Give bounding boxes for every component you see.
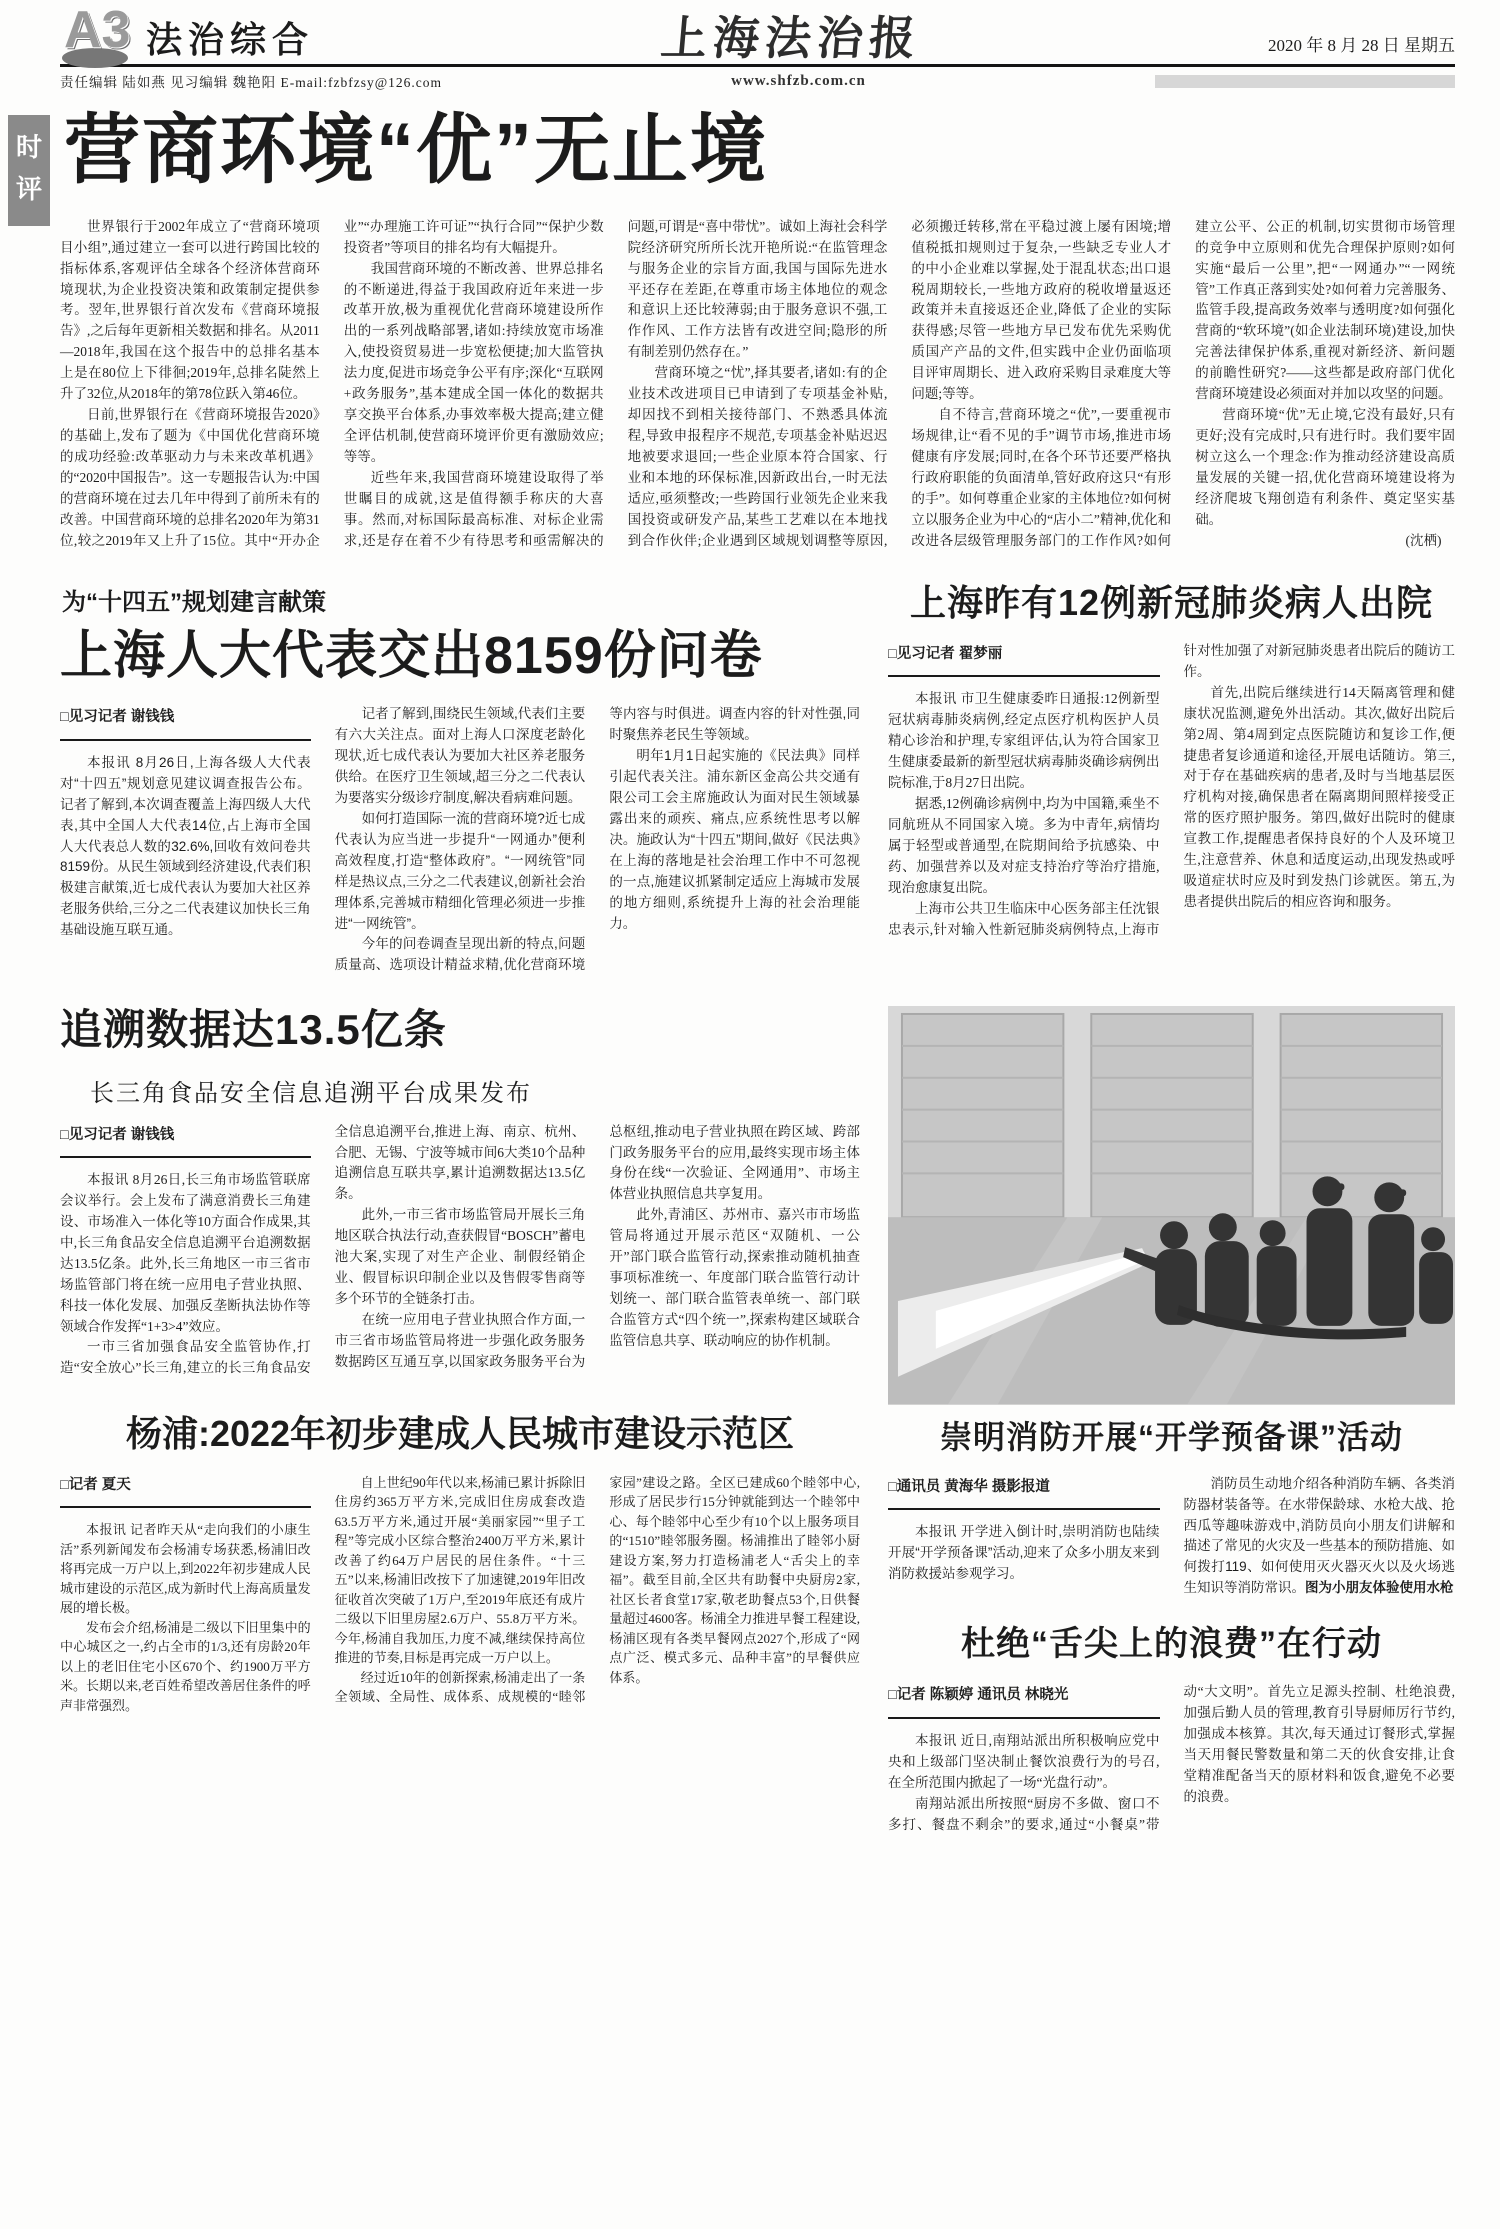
editorial-body	[60, 217, 1455, 552]
editors-line: 责任编辑 陆如燕 见习编辑 魏艳阳 E-mail:fzbfzsy@126.com	[60, 75, 443, 90]
covid-paragraph: 本报讯 市卫生健康委昨日通报:12例新型冠状病毒肺炎病例,经定点医疗机构医护人员精心诊治和护理,专家组评估,认为符合国家卫生健康委最新的新型冠状病毒肺炎确诊病例出院标准,于8月27日出院。	[888, 691, 1160, 791]
yangpu-body	[60, 1473, 860, 1716]
fire-caption-highlight: 图为小朋友体验使用水枪	[1305, 1580, 1454, 1596]
waste-headline: 杜绝“舌尖上的浪费”在行动	[961, 1625, 1382, 1664]
yangpu-paragraph: 经过近10年的创新探索,杨浦走出了一条全领域、全局性、成体系、成规模的“睦邻家园”建设之路。全区已建成60个睦邻中心,形成了居民步行15分钟就能到达一个睦邻中心、每个睦邻中心至少有10个以上服务项目的“1510”睦邻服务圈。杨浦推出了睦邻小厨建设方案,努力打造杨浦老人“舌尖上的幸福”。截至目前,全区共有助餐中央厨房2家,社区长者食堂17家,敬老助餐点53个,日供餐量超过4600客。杨浦全力推进早餐工程建设,杨浦区现有各类早餐网点2027个,形成了“网点广泛、模式多元、品种丰富”的早餐供应体系。	[334, 1474, 860, 1705]
survey-paragraph: 本报讯 8月26日,上海各级人大代表对“十四五”规划意见建议调查报告公布。记者了解到,本次调查覆盖上海四级人大代表,其中全国人大代表14位,占上海市全国人大代表总人数的32.6%,回收有效问卷共8159份。从民生领域到经济建设,代表们积极建言献策,近七成代表认为要加大社区养老服务供给,三分之二代表建议加快长三角基础设施互联互通。	[60, 754, 311, 938]
page-number: A3	[64, 1, 131, 59]
editorial-paragraph: 营商环境“优”无止境,它没有最好,只有更好;没有完成时,只有进行时。我们要牢固树立这么一个理念:作为推动经济建设高质量发展的关键一招,优化营商环境建设将为经济爬坡飞翔创造有利条件、奠定坚实基础。	[1195, 407, 1455, 527]
yangpu-paragraph: 自上世纪90年代以来,杨浦已累计拆除旧住房约365万平方米,完成旧住房成套改造63.5万平方米,通过开展“美丽家园”“里子工程”等完成小区综合整治2400万平方米,累计改善了约64万户居民的居住条件。“十三五”以来,杨浦旧改按下了加速键,2019年旧改征收首次突破了1万户,至2019年底还有成片二级以下旧里房屋2.6万户、55.8万平方米。今年,杨浦自我加压,力度不减,继续保持高位推进的节奏,目标是再完成一万户以上。	[334, 1474, 586, 1666]
header-subrow	[60, 69, 1455, 93]
editorial-article	[15, 108, 1455, 552]
fire-caption-text: 消防员生动地介绍各种消防车辆、各类消防器材装备等。在水带保龄球、水枪大战、抢西瓜等趣味游戏中,消防员向小朋友们讲解和描述了常见的火灾及一些基本的预防措施、如何拨打119、如何使用灭火器灭火以及火场逃生知识等消防常识。	[1183, 1475, 1455, 1596]
survey-byline: □见习记者 谢钱钱	[60, 704, 311, 740]
news-photo	[888, 1006, 1455, 1405]
covid-body	[888, 641, 1455, 941]
news-photo-graphic	[888, 1006, 1455, 1405]
fire-body	[888, 1474, 1455, 1600]
middle-row	[60, 582, 1455, 977]
bottom-row	[60, 1006, 1455, 1835]
covid-paragraph: 首先,出院后继续进行14天隔离管理和健康状况监测,避免外出活动。其次,做好出院后第2周、第4周到定点医院随访和复诊工作,便捷患者复诊通道和途径,开展电话随访。第三,对于存在基础疾病的患者,及时与当地基层医疗机构对接,确保患者在隔离期间照样接受正常的医疗照护服务。第四,做好出院时的健康宣教工作,提醒患者保持良好的个人及环境卫生,注意营养、休息和适度运动,出现发热或呼吸道症状时应及时到发热门诊就医。第五,为患者提供出院后的相应咨询和服务。	[1183, 684, 1455, 909]
issue-date: 2020 年 8 月 28 日 星期五	[1268, 36, 1455, 55]
commentary-label: 时评	[8, 115, 50, 226]
yangpu-headline: 杨浦:2022年初步建成人民城市建设示范区	[125, 1413, 795, 1455]
survey-body	[60, 704, 860, 976]
waste-article	[888, 1625, 1455, 1835]
trace-paragraph: 此外,一市三省市场监管局开展长三角地区联合执法行动,查获假冒“BOSCH”蓄电池大案,实现了对生产企业、制假经销企业、假冒标识印制企业以及售假零售商等多个环节的全链条打击。	[334, 1207, 586, 1306]
waste-byline: □记者 陈颖婷 通讯员 林晓光	[888, 1682, 1160, 1718]
fire-article	[888, 1419, 1455, 1599]
covid-headline: 上海昨有12例新冠肺炎病人出院	[909, 581, 1434, 623]
yangpu-paragraph: 发布会介绍,杨浦是二级以下旧里集中的中心城区之一,约占全市的1/3,还有房龄20年以上的老旧住宅小区670个、约1900万平方米。长期以来,老百姓希望改善居住条件的呼声非常强烈。	[60, 1619, 311, 1713]
trace-paragraph: 一市三省加强食品安全监管协作,打造“安全放心”长三角,建立的长三角食品安全信息追溯平台,推进上海、南京、杭州、合肥、无锡、宁波等城市间6大类10个品种追溯信息互联共享,累计追溯数据达13.5亿条。	[60, 1123, 586, 1376]
page-badge	[60, 1, 146, 62]
editorial-paragraph: 我国营商环境的不断改善、世界总排名的不断递进,得益于我国政府近年来进一步改革开放,极为重视优化营商环境建设所作出的一系列战略部署,诸如:持续放宽市场准入,使投资贸易进一步宽松便捷;加大监管执法力度,促进市场竞争公平有序;深化“互联网+政务服务”,基本建成全国一体化的数据共享交换平台体系,办事效率极大提高;建立健全评估机制,使营商环境评价更有激励效应;等等。	[343, 260, 604, 464]
header-gray-bar	[1155, 75, 1455, 88]
trace-headline: 追溯数据达13.5亿条	[60, 1006, 447, 1054]
survey-article	[60, 582, 860, 977]
bottom-right-column	[888, 1006, 1455, 1835]
editorial-paragraph: 近些年来,我国营商环境建设取得了举世瞩目的成就,这是值得额手称庆的大喜事。然而,对标国际最高标准、对标企业需求,还是存在着不少有待思考和亟需解决的问题,可谓是“喜中带忧”。诚如上海社会科学院经济研究所所长沈开艳所说:“在监管理念与服务企业的宗旨方面,我国与国际先进水平还存在差距,在尊重市场主体地位的观念和意识上还比较薄弱;由于服务意识不强,工作作风、工作方法皆有改进空间;隐形的所有制差别仍然存在。”	[343, 218, 888, 548]
editorial-paragraph: 营商环境之“忧”,择其要者,诸如:有的企业技术改进项目已申请到了专项基金补贴,却因找不到相关接待部门、不熟悉具体流程,导致申报程序不规范,专项基金补贴迟迟地被要求退回;一些企业原本符合国家、行业和本地的环保标准,因新政出台,一时无法适应,亟须整改;一些跨国行业领先企业来我国投资或研发产品,某些工艺难以在本地找到合作伙伴;企业遇到区域规划调整等原因,必须搬迁转移,常在平稳过渡上屡有困境;增值税抵扣规则过于复杂,一些缺乏专业人才的中小企业难以掌握,处于混乱状态;出口退税周期较长,一些地方政府的税收增量返还政策并未直接返还企业,降低了企业的实际获得感;尽管一些地方早已发布优先采购优质国产产品的文件,但实践中企业仍面临项目评审周期长、进入政府采购目录难度大等问题;等等。	[627, 218, 1172, 548]
fire-byline: □通讯员 黄海华 摄影报道	[888, 1474, 1160, 1510]
editorial-paragraph: 世界银行于2002年成立了“营商环境项目小组”,通过建立一套可以进行跨国比较的指标体系,客观评估全球各个经济体营商环境现状,为企业投资决策和政策制定提供参考。翌年,世界银行首次发布《营商环境报告》,之后每年更新相关数据和排名。从2011—2018年,我国在这个报告中的总排名基本上是在80位上下徘徊;2019年,总排名陡然上升了32位,从2018年的第78位跃入第46位。	[60, 218, 320, 402]
survey-paragraph: 如何打造国际一流的营商环境?近七成代表认为应当进一步提升“一网通办”便利高效程度,打造“整体政府”。“一网统管”同样是热议点,三分之二代表建议,创新社会治理体系,完善城市精细化管理必须进一步推进“一网统管”。	[334, 810, 586, 931]
website: www.shfzb.com.cn	[731, 72, 866, 89]
yangpu-byline: □记者 夏天	[60, 1473, 311, 1509]
waste-body	[888, 1682, 1455, 1835]
trace-body	[60, 1122, 860, 1380]
covid-paragraph: 据悉,12例确诊病例中,均为中国籍,乘坐不同航班从不同国家入境。多为中青年,病情均属于轻型或普通型,在院期间给予抗感染、中药、加强营养以及对症支持治疗等治疗措施,现治愈康复出院。	[888, 796, 1160, 895]
covid-paragraph: 上海市公共卫生临床中心医务部主任沈银忠表示,针对输入性新冠肺炎病例特点,上海市针对性加强了对新冠肺炎患者出院后的随访工作。	[888, 642, 1455, 937]
fire-paragraph: 本报讯 开学进入倒计时,崇明消防也陆续开展“开学预备课”活动,迎来了众多小朋友来到消防救援站参观学习。	[888, 1524, 1160, 1582]
trace-byline: □见习记者 谢钱钱	[60, 1122, 311, 1158]
covid-byline: □见习记者 翟梦丽	[888, 641, 1160, 677]
yangpu-paragraph: 本报讯 记者昨天从“走向我们的小康生活”系列新闻发布会杨浦专场获悉,杨浦旧改将再完成一万户以上,到2022年初步建成人民城市建设的示范区,成为新时代上海高质量发展的增长极。	[60, 1522, 311, 1616]
editorial-signature: (沈栖)	[1405, 532, 1442, 548]
fire-paragraph	[1184, 1474, 1456, 1600]
trace-paragraph: 在统一应用电子营业执照合作方面,一市三省市场监管局将进一步强化政务服务数据跨区互通互享,以国家政务服务平台为总枢纽,推动电子营业执照在跨区域、跨部门政务服务平台的应用,最终实现市场主体身份在线“一次验证、全网通用”、市场主体营业执照信息共享复用。	[334, 1123, 860, 1369]
survey-kicker: 为“十四五”规划建言献策	[62, 588, 326, 616]
covid-article	[888, 582, 1455, 941]
waste-paragraph: 本报讯 近日,南翔站派出所积极响应党中央和上级部门坚决制止餐饮浪费行为的号召,在全所范围内掀起了一场“光盘行动”。	[888, 1732, 1160, 1790]
page-header	[60, 1, 1455, 67]
yangpu-article	[60, 1413, 860, 1715]
fire-headline: 崇明消防开展“开学预备课”活动	[939, 1418, 1403, 1455]
editorial-paragraph: 日前,世界银行在《营商环境报告2020》的基础上,发布了题为《中国优化营商环境的成功经验:改革驱动力与未来改革机遇》的“2020中国报告”。这一专题报告认为:中国的营商环境在过去几年中得到了前所未有的改善。中国营商环境的总排名2020年为第31位,较之2019年又上升了15位。其中“开办企业”“办理施工许可证”“执行合同”“保护少数投资者”等项目的排名均有大幅提升。	[60, 218, 604, 548]
survey-paragraph: 明年1月1日起实施的《民法典》同样引起代表关注。浦东新区金高公共交通有限公司工会主席施政认为面对民生领域暴露出来的顽疾、痛点,应系统性思考以解决。施政认为“十四五”期间,做好《民法典》在上海的落地是社会治理工作中不可忽视的一点,施建议抓紧制定适应上海城市发展的地方细则,系统提升上海的社会治理能力。	[609, 748, 860, 931]
section-title: 法治综合	[146, 19, 315, 60]
waste-paragraph: 南翔站派出所按照“厨房不多做、窗口不多打、餐盘不剩余”的要求,通过“小餐桌”带动“大文明”。首先立足源头控制、杜绝浪费,加强后勤人员的管理,教育引导厨师厉行节约,加强成本核算。其次,每天通过订餐形式,掌握当天用餐民警数量和第二天的伙食安排,让食堂精准配备当天的原材料和饭食,避免不必要的浪费。	[888, 1684, 1455, 1832]
masthead: 上海法治报	[658, 13, 924, 64]
trace-paragraph: 本报讯 8月26日,长三角市场监管联席会议举行。会上发布了满意消费长三角建设、市场准入一体化等10方面合作成果,其中,长三角食品安全信息追溯平台追溯数据达13.5亿条。此外,长三角地区一市三省市场监管部门将在统一应用电子营业执照、科技一体化发展、加强反垄断执法协作等领域合作发挥“1+3>4”效应。	[60, 1172, 311, 1334]
editorial-headline: 营商环境“优”无止境	[64, 108, 768, 193]
survey-paragraph: 记者了解到,围绕民生领域,代表们主要有六大关注点。面对上海人口深度老龄化现状,近七成代表认为要加大社区养老服务供给。在医疗卫生领域,超三分之二代表认为要落实分级诊疗制度,解决看病难问题。	[334, 706, 586, 806]
trace-paragraph: 此外,青浦区、苏州市、嘉兴市市场监管局将通过开展示范区“双随机、一公开”部门联合监管行动,探索推动随机抽查事项标准统一、年度部门联合监管行动计划统一、部门联合监管表单统一、部门联合监管方式“四个统一”,探索构建区域联合监管信息共享、联动响应的协作机制。	[609, 1207, 860, 1348]
masthead-wrap	[314, 13, 1268, 64]
trace-subtitle: 长三角食品安全信息追溯平台成果发布	[90, 1079, 532, 1107]
survey-headline: 上海人大代表交出8159份问卷	[60, 626, 763, 685]
survey-paragraph: 今年的问卷调查呈现出新的特点,问题质量高、选项设计精益求精,优化营商环境等内容与时俱进。调查内容的针对性强,同时聚焦养老民生等领域。	[334, 706, 860, 973]
trace-article	[60, 1006, 860, 1379]
bottom-left-column	[60, 1006, 860, 1715]
editorial-paragraph: 自不待言,营商环境之“优”,一要重视市场规律,让“看不见的手”调节市场,推进市场健康有序发展;同时,在各个环节还要严格执行政府职能的负面清单,管好政府这只“有形的手”。如何尊重企业家的主体地位?如何树立以服务企业为中心的“店小二”精神,优化和改进各层级管理服务部门的工作作风?如何建立公平、公正的机制,切实贯彻市场管理的竞争中立原则和优先合理保护原则?如何实施“最后一公里”,把“一网通办”“一网统管”工作真正落到实处?如何着力完善服务、监管手段,提高政务效率与透明度?如何强化营商的“软环境”(如企业法制环境)建设,加快完善法律保护体系,重视对新经济、新问题的前瞻性研究?——这些都是政府部门优化营商环境建设必须面对并加以攻坚的问题。	[911, 218, 1455, 548]
